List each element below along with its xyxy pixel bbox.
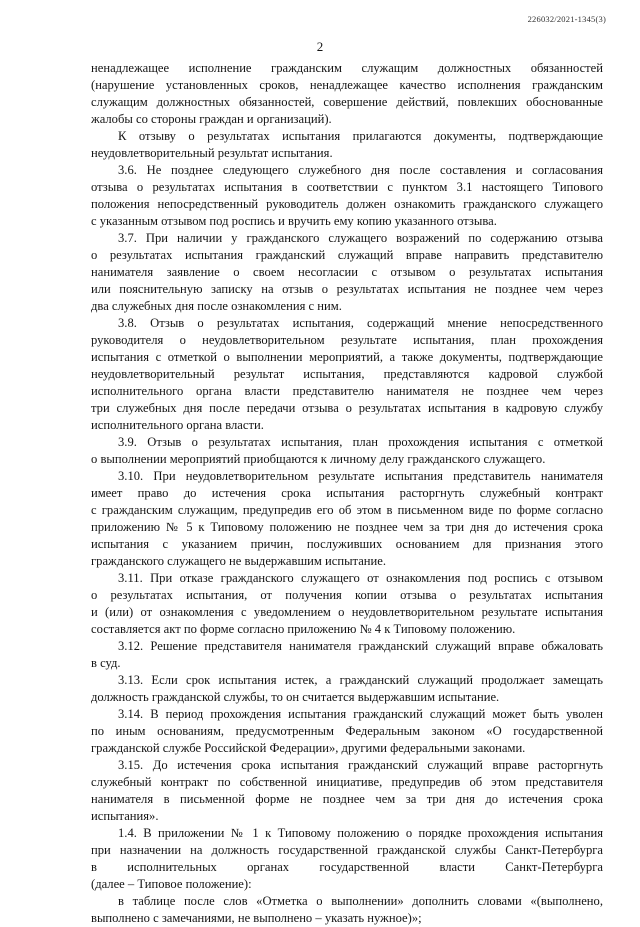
text-line: 1.4. В приложении № 1 к Типовому положению о порядке прохождения испытания	[118, 826, 603, 840]
text-line: 3.9. Отзыв о результатах испытания, план прохождения испытания с отметкой	[118, 435, 603, 449]
text-line: три служебных дня после передачи отзыва о результатах испытания в кадровую службу	[91, 401, 603, 415]
text-line: по иным основаниям, предусмотренным Федеральным законом «О государственной	[91, 724, 603, 738]
text-line: (далее – Типовое положение):	[91, 877, 252, 891]
text-line: с указанным отзывом под роспись и вручить ему копию указанного отзыва.	[91, 214, 497, 228]
text-line: ненадлежащее исполнение гражданским служащим должностных обязанностей	[91, 61, 603, 75]
text-line: 3.12. Решение представителя нанимателя гражданский служащий вправе обжаловать	[118, 639, 603, 653]
text-line: 3.13. Если срок испытания истек, а гражданский служащий продолжает замещать	[118, 673, 603, 687]
text-line: в суд.	[91, 656, 121, 670]
text-line: испытания».	[91, 809, 159, 823]
text-line: 3.14. В период прохождения испытания гражданский служащий может быть уволен	[118, 707, 603, 721]
text-line: К отзыву о результатах испытания прилагаются документы, подтверждающие	[118, 129, 603, 143]
text-line: жалобы со стороны граждан и организаций).	[91, 112, 332, 126]
text-line: исполнительного органа власти.	[91, 418, 264, 432]
text-line: два служебных дня после ознакомления с ним.	[91, 299, 342, 313]
text-line: нанимателя в письменной форме не позднее чем за три дня до истечения срока	[91, 792, 603, 806]
text-line: в таблице после слов «Отметка о выполнении» дополнить словами «(выполнено,	[118, 894, 603, 908]
document-body	[91, 60, 603, 927]
text-line: гражданского служащего не выдержавшим испытание.	[91, 554, 386, 568]
text-line: имеет право до истечения срока испытания расторгнуть служебный контракт	[91, 486, 603, 500]
text-line: гражданской службе Российской Федерации», другими федеральными законами.	[91, 741, 526, 755]
text-line: о выполнении мероприятий приобщаются к личному делу гражданского служащего.	[91, 452, 546, 466]
text-line: при назначении на должность государственной гражданской службы Санкт-Петербурга	[91, 843, 603, 857]
text-line: должность гражданской службы, то он считается выдержавшим испытание.	[91, 690, 500, 704]
text-line: (нарушение установленных сроков, ненадлежащее качество исполнения гражданским	[91, 78, 603, 92]
text-line: в исполнительных органах государственной власти Санкт-Петербурга	[91, 860, 603, 874]
text-line: или пояснительную записку на отзыв о результатах испытания не позднее чем через	[91, 282, 603, 296]
text-line: 3.7. При наличии у гражданского служащего возражений по содержанию отзыва	[118, 231, 603, 245]
text-line: и (или) от ознакомления с уведомлением о неудовлетворительном результате испытания	[91, 605, 603, 619]
text-line: 3.15. До истечения срока испытания гражданский служащий вправе расторгнуть	[118, 758, 603, 772]
text-line: испытания с указанием причин, послуживших основанием для признания этого	[91, 537, 603, 551]
page-number: 2	[316, 39, 324, 54]
text-line: 3.11. При отказе гражданского служащего от ознакомления под роспись с отзывом	[118, 571, 603, 585]
text-line: исполнительного органа власти представителю нанимателя не позднее чем через	[91, 384, 603, 398]
text-line: о результатах испытания гражданский служащий вправе направить представителю	[91, 248, 603, 262]
text-line: положения непосредственный руководитель должен ознакомить гражданского служащего	[91, 197, 603, 211]
text-line: неудовлетворительный результат испытания.	[91, 146, 333, 160]
text-line: с гражданским служащим, предупредив его об этом в письменном виде по форме согласно	[91, 503, 603, 517]
text-line: о результатах испытания, от получения копии отзыва о результатах испытания	[91, 588, 603, 602]
text-line: нанимателя заявление о своем несогласии с отзывом о результатах испытания	[91, 265, 603, 279]
text-line: 3.8. Отзыв о результатах испытания, содержащий мнение непосредственного	[118, 316, 603, 330]
document-code: 226032/2021-1345(3)	[527, 14, 606, 24]
text-line: неудовлетворительный результат испытания, представляются кадровой службой	[91, 367, 603, 381]
text-line: составляется акт по форме согласно приложению № 4 к Типовому положению.	[91, 622, 516, 636]
text-line: 3.10. При неудовлетворительном результате испытания представитель нанимателя	[118, 469, 603, 483]
text-line: 3.6. Не позднее следующего служебного дня после составления и согласования	[118, 163, 603, 177]
text-line: руководителя о неудовлетворительном результате испытания, план прохождения	[91, 333, 603, 347]
text-line: испытания с отметкой о выполнении мероприятий, а также документы, подтверждающие	[91, 350, 603, 364]
text-line: приложению № 5 к Типовому положению не позднее чем за три дня до истечения срока	[91, 520, 603, 534]
text-line: выполнено с замечаниями, не выполнено – указать нужное)»;	[91, 911, 422, 925]
text-line: служебный контракт по собственной инициативе, предупредив об этом представителя	[91, 775, 603, 789]
text-line: служащим должностных обязанностей, совершение действий, повлекших обоснованные	[91, 95, 603, 109]
text-line: отзыва о результатах испытания в соответствии с пунктом 3.1 настоящего Типового	[91, 180, 603, 194]
